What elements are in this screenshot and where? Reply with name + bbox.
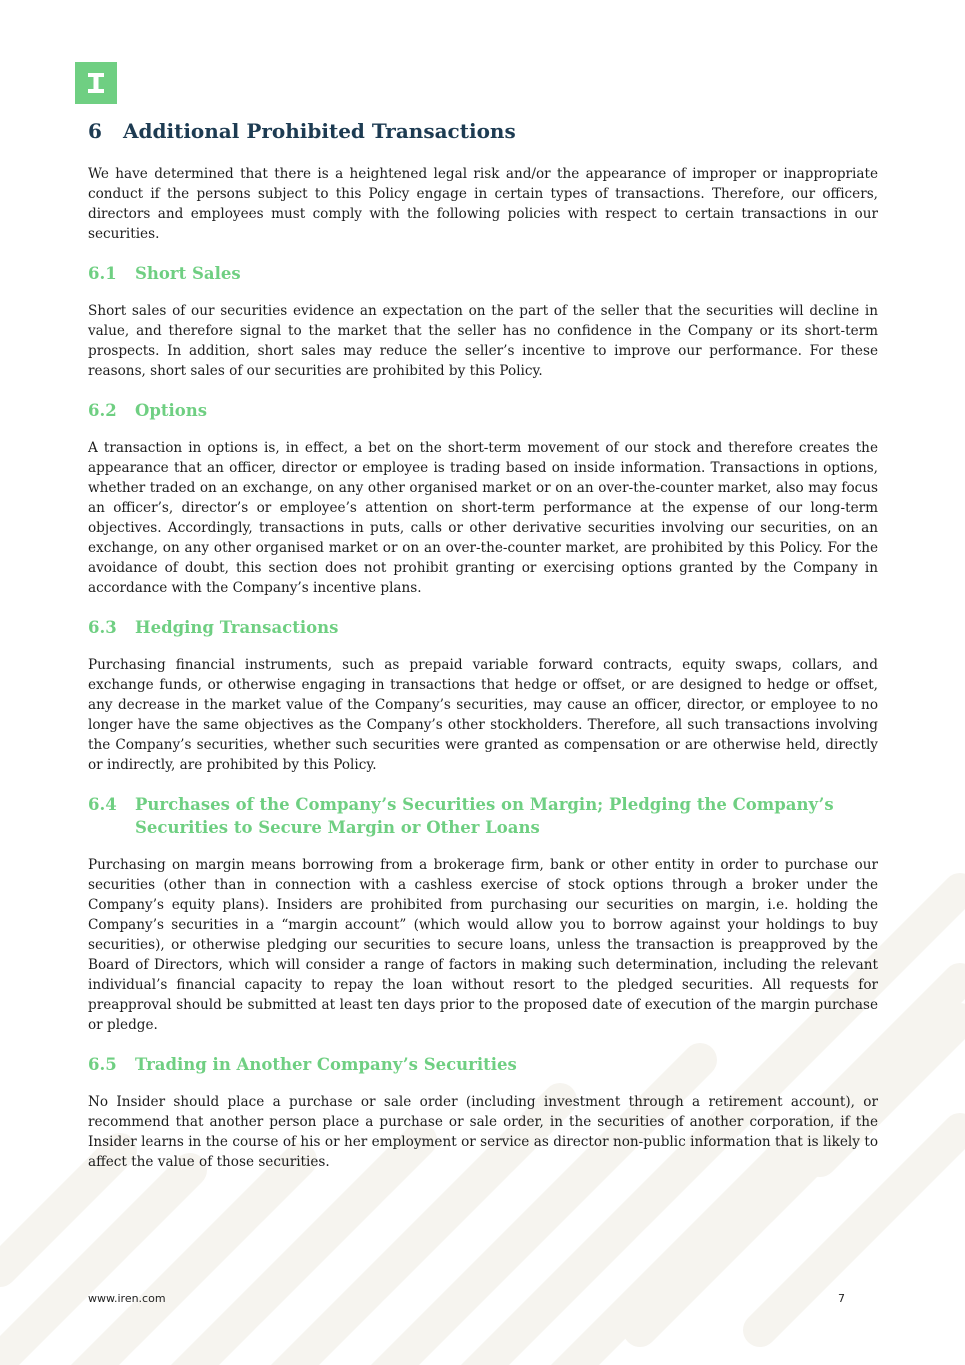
section-title: Additional Prohibited Transactions [123, 119, 516, 143]
section-heading [88, 116, 878, 146]
subsection-body-6-4: Purchasing on margin means borrowing from a brokerage firm, bank or other entity in order to purchase our securities (other than in connection with a cashless exercise of stock options through a broker under the Company’s equity plans). Insiders are prohibited from purchasing our securities on margin, i.e. holding the Company’s securities in a “margin account” (which would allow you to borrow against your holdings to buy securities), or otherwise pledging our securities to secure loans, unless the transaction is preapproved by the Board of Directors, which will consider a range of factors in making such determination, including the relevant individual’s financial capacity to repay the loan without resort to the pledged securities. All requests for preapproval should be submitted at least ten days prior to the proposed date of execution of the margin purchase or pledge. [88, 857, 878, 1033]
subsection-number: 6.5 [88, 1055, 117, 1074]
main-content [88, 116, 878, 1172]
subsection-title: Trading in Another Company’s Securities [135, 1055, 517, 1074]
subsection-number: 6.4 [88, 795, 117, 814]
footer-page-number: 7 [838, 1292, 845, 1305]
subsection-heading-6-4 [88, 793, 878, 839]
subsection-heading-6-3 [88, 616, 878, 639]
subsection-title: Short Sales [135, 264, 241, 283]
subsection-title: Options [135, 401, 208, 420]
footer-website-link[interactable]: www.iren.com [88, 1292, 166, 1305]
section-number: 6 [88, 119, 102, 143]
subsection-number: 6.3 [88, 618, 117, 637]
subsection-number: 6.2 [88, 401, 117, 420]
subsection-heading-6-2 [88, 399, 878, 422]
subsection-heading-6-1 [88, 262, 878, 285]
subsection-body-6-3: Purchasing financial instruments, such as prepaid variable forward contracts, equity swaps, collars, and exchange funds, or otherwise engaging in transactions that hedge or offset, or are designed to hedge or offset, any decrease in the market value of the Company’s securities, may cause an officer, director, or employee to no longer have the same objectives as the Company’s other stockholders. Therefore, all such transactions involving the Company’s securities, whether such securities were granted as compensation or are otherwise held, directly or indirectly, are prohibited by this Policy. [88, 657, 878, 773]
iren-logo-icon [75, 62, 117, 104]
subsection-number: 6.1 [88, 264, 117, 283]
section-intro: We have determined that there is a heightened legal risk and/or the appearance of improper or inappropriate conduct if the persons subject to this Policy engage in certain types of transactions. Therefore, our officers, directors and employees must comply with the following policies with respect to certain transactions in our securities. [88, 166, 878, 242]
subsection-body-6-1: Short sales of our securities evidence an expectation on the part of the seller that the securities will decline in value, and therefore signal to the market that the seller has no confidence in the Company or its short-term prospects. In addition, short sales may reduce the seller’s incentive to improve our performance. For these reasons, short sales of our securities are prohibited by this Policy. [88, 303, 878, 379]
subsection-body-6-5: No Insider should place a purchase or sale order (including investment through a retirement account), or recommend that another person place a purchase or sale order, in the securities of another corporation, if the Insider learns in the course of his or her employment or service as director non-public information that is likely to affect the value of those securities. [88, 1094, 878, 1170]
subsection-title: Hedging Transactions [135, 618, 339, 637]
subsection-body-6-2: A transaction in options is, in effect, a bet on the short-term movement of our stock and therefore creates the appearance that an officer, director or employee is trading based on inside information. Transactions in options, whether traded on an exchange, on any other organised market or on an over-the-counter market, also may focus an officer’s, director’s or employee’s attention on short-term performance at the expense of our long-term objectives. Accordingly, transactions in puts, calls or other derivative securities involving our securities, on an exchange, on any other organised market or on an over-the-counter market, are prohibited by this Policy. For the avoidance of doubt, this section does not prohibit granting or exercising options granted by the Company in accordance with the Company’s incentive plans. [88, 440, 878, 596]
subsection-title: Purchases of the Company’s Securities on Margin; Pledging the Company’s Securities to Secure Margin or Other Loans [135, 795, 834, 837]
subsection-heading-6-5 [88, 1053, 878, 1076]
